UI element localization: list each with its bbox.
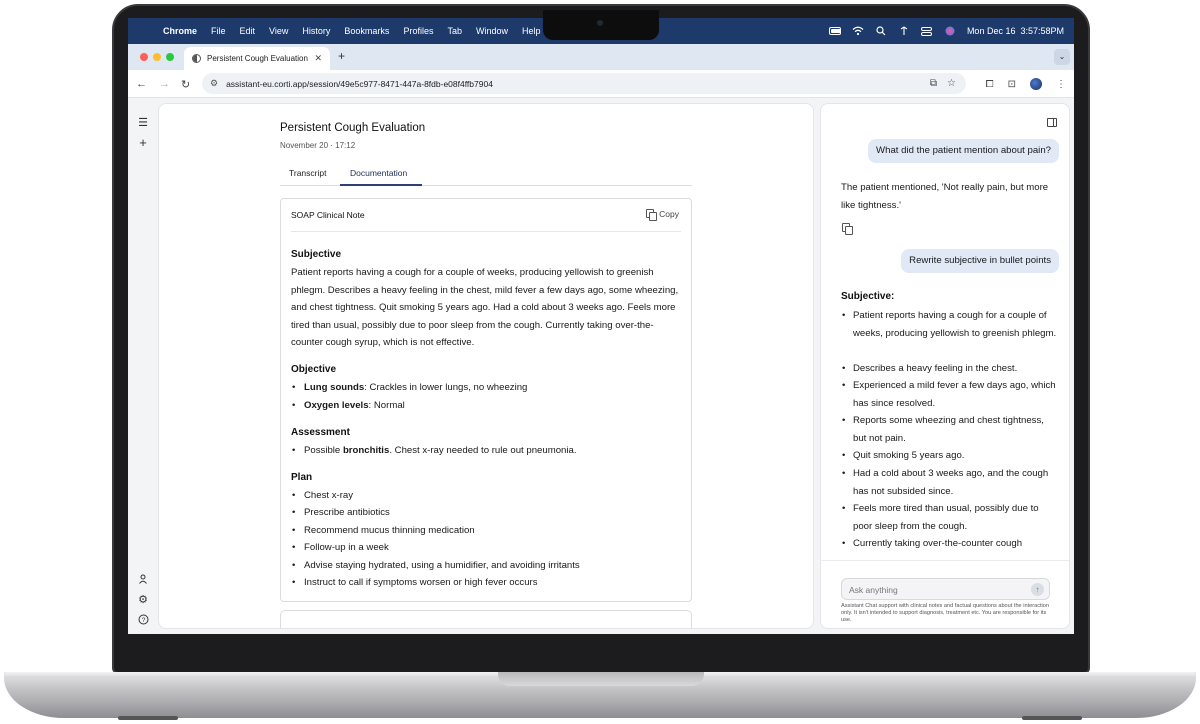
session-tabs — [280, 162, 692, 186]
page-title: Persistent Cough Evaluation — [280, 122, 426, 134]
objective-item: • Lung sounds: Crackles in lower lungs, no wheezing — [291, 382, 527, 393]
menu-bookmarks[interactable]: Bookmarks — [344, 26, 390, 36]
copy-label: Copy — [659, 209, 679, 219]
menu-window[interactable]: Window — [475, 26, 508, 36]
browser-tab-active[interactable] — [184, 47, 330, 70]
window-controls — [140, 53, 174, 61]
objective-heading: Objective — [291, 364, 337, 375]
tab-search-chevron-icon[interactable]: ⌄ — [1054, 49, 1070, 65]
response-bullet: • Describes a heavy feeling in the chest. — [841, 360, 1057, 378]
subjective-heading: Subjective — [291, 249, 342, 260]
menubar-clock[interactable]: Mon Dec 16 3:57:58PM — [966, 26, 1064, 36]
copy-icon — [646, 209, 655, 219]
soap-note-card — [280, 198, 692, 602]
zoom-window-button[interactable] — [166, 53, 174, 61]
menu-app-chrome[interactable]: Chrome — [163, 26, 198, 36]
menu-tab[interactable]: Tab — [447, 26, 462, 36]
search-icon[interactable] — [875, 26, 887, 36]
close-window-button[interactable] — [140, 53, 148, 61]
active-tab-indicator — [340, 184, 422, 186]
assessment-heading: Assessment — [291, 427, 350, 438]
close-tab-icon[interactable]: ✕ — [314, 53, 322, 63]
response-bullet: • Reports some wheezing and chest tightness, but not pain. — [841, 412, 1057, 447]
svg-text:?: ? — [141, 617, 145, 624]
wifi-icon[interactable] — [852, 26, 864, 36]
forward-icon[interactable]: → — [159, 78, 170, 90]
assistant-chat-panel — [820, 103, 1070, 629]
menu-file[interactable]: File — [211, 26, 226, 36]
panel-toggle-icon[interactable] — [1047, 118, 1057, 127]
user-icon[interactable] — [137, 574, 149, 586]
menu-edit[interactable]: Edit — [239, 26, 256, 36]
objective-item: • Oxygen levels: Normal — [291, 400, 405, 411]
copy-note-button[interactable] — [646, 209, 679, 219]
browser-tab-title: Persistent Cough Evaluation — [207, 54, 308, 63]
copy-response-icon[interactable] — [842, 223, 851, 233]
settings-icon[interactable]: ⚙ — [138, 594, 148, 606]
laptop-opening-groove — [498, 672, 704, 686]
assistant-message: The patient mentioned, 'Not really pain, but more like tightness.' — [841, 182, 1049, 211]
plan-item: • Prescribe antibiotics — [291, 507, 390, 518]
assessment-text: • Possible bronchitis. Chest x-ray needed to rule out pneumonia. — [291, 445, 577, 456]
plan-heading: Plan — [291, 472, 313, 483]
reload-icon[interactable]: ↻ — [181, 78, 191, 91]
response-bullet: • Currently taking over-the-counter cough — [841, 535, 1057, 553]
screen — [128, 18, 1074, 634]
app-area — [128, 98, 1074, 634]
siri-icon[interactable] — [944, 26, 956, 36]
url-text[interactable]: assistant-eu.corti.app/session/49e5c977-8471-447a-8fdb-e08f4ffb7904 — [226, 78, 493, 89]
response-bullet: • Patient reports having a cough for a couple of weeks, producing yellowish to greenish phlegm. — [841, 307, 1057, 342]
minimize-window-button[interactable] — [153, 53, 161, 61]
ask-box — [841, 578, 1050, 600]
response-bullet: • Experienced a mild fever a few days ago, which has since resolved. — [841, 377, 1057, 412]
laptop-foot-right — [1022, 716, 1082, 720]
plan-item: • Advise staying hydrated, using a humidifier, and avoiding irritants — [291, 560, 580, 571]
plan-item: • Instruct to call if symptoms worsen or high fever occurs — [291, 577, 538, 588]
site-info-icon[interactable]: ⚙ — [210, 78, 219, 88]
favicon-icon — [192, 54, 201, 63]
ask-input[interactable] — [849, 583, 1019, 596]
chrome-menu-icon[interactable]: ⋮ — [1056, 78, 1066, 90]
camera-icon — [597, 20, 603, 26]
help-icon[interactable] — [137, 614, 149, 626]
laptop-foot-left — [118, 716, 178, 720]
send-arrow-icon[interactable]: ↑ — [1031, 583, 1044, 596]
profile-avatar[interactable] — [1030, 78, 1042, 90]
next-note-card — [280, 610, 692, 629]
install-app-icon[interactable]: ⧉ — [929, 78, 938, 89]
response-bullet: • Had a cold about 3 weeks ago, and the cough has not subsided since. — [841, 465, 1057, 500]
browser-toolbar — [128, 70, 1074, 98]
note-header — [291, 199, 681, 232]
control-center-icon[interactable] — [921, 26, 933, 36]
session-date: November 20 · 17:12 — [280, 141, 356, 150]
airdrop-icon[interactable] — [898, 26, 910, 36]
tab-transcript[interactable]: Transcript — [289, 168, 327, 178]
menu-profiles[interactable]: Profiles — [403, 26, 434, 36]
menu-icon[interactable]: ☰ — [138, 117, 148, 129]
subjective-text: Patient reports having a cough for a couple of weeks, producing yellowish to greenish phlegm. Describes a heavy feeling in the chest, mild fever a few days ago, some wheezing, and chest tightness. Quit smoking 5 years ago. Had a cold about 3 weeks ago. Feels more tired than usual, possibly due to poor sleep from the cough. Currently taking over-the-counter cough syrup, which is not effective. — [291, 267, 679, 349]
documentation-panel — [158, 103, 814, 629]
new-tab-icon[interactable]: + — [338, 49, 346, 63]
screen-capture-icon[interactable]: ⊡ — [1007, 78, 1016, 90]
response-heading: Subjective: — [841, 291, 895, 302]
plan-item: • Chest x-ray — [291, 490, 353, 501]
extensions-icon[interactable]: ⧠ — [985, 78, 994, 90]
tab-documentation[interactable]: Documentation — [350, 168, 408, 178]
menu-help[interactable]: Help — [521, 26, 541, 36]
address-bar[interactable] — [202, 73, 966, 94]
menu-view[interactable]: View — [269, 26, 289, 36]
back-icon[interactable]: ← — [136, 78, 147, 90]
response-bullet: • Quit smoking 5 years ago. — [841, 447, 1057, 465]
menu-history[interactable]: History — [302, 26, 331, 36]
chat-disclaimer: Assistant Chat support with clinical notes and factual questions about the interaction only. It isn't intended to support diagnosis, treatment etc. You are responsible for its use. — [841, 603, 1050, 624]
bookmark-star-icon[interactable]: ☆ — [947, 78, 956, 89]
user-message: What did the patient mention about pain? — [868, 139, 1059, 163]
response-bullet: • Feels more tired than usual, possibly due to poor sleep from the cough. — [841, 500, 1057, 535]
battery-icon[interactable] — [829, 26, 841, 36]
plan-item: • Recommend mucus thinning medication — [291, 525, 475, 536]
note-title: SOAP Clinical Note — [291, 210, 365, 220]
plus-icon[interactable]: + — [139, 135, 147, 150]
left-rail — [128, 98, 158, 634]
user-message: Rewrite subjective in bullet points — [901, 249, 1059, 273]
browser-tab-strip — [128, 44, 1074, 70]
plan-item: • Follow-up in a week — [291, 542, 389, 553]
